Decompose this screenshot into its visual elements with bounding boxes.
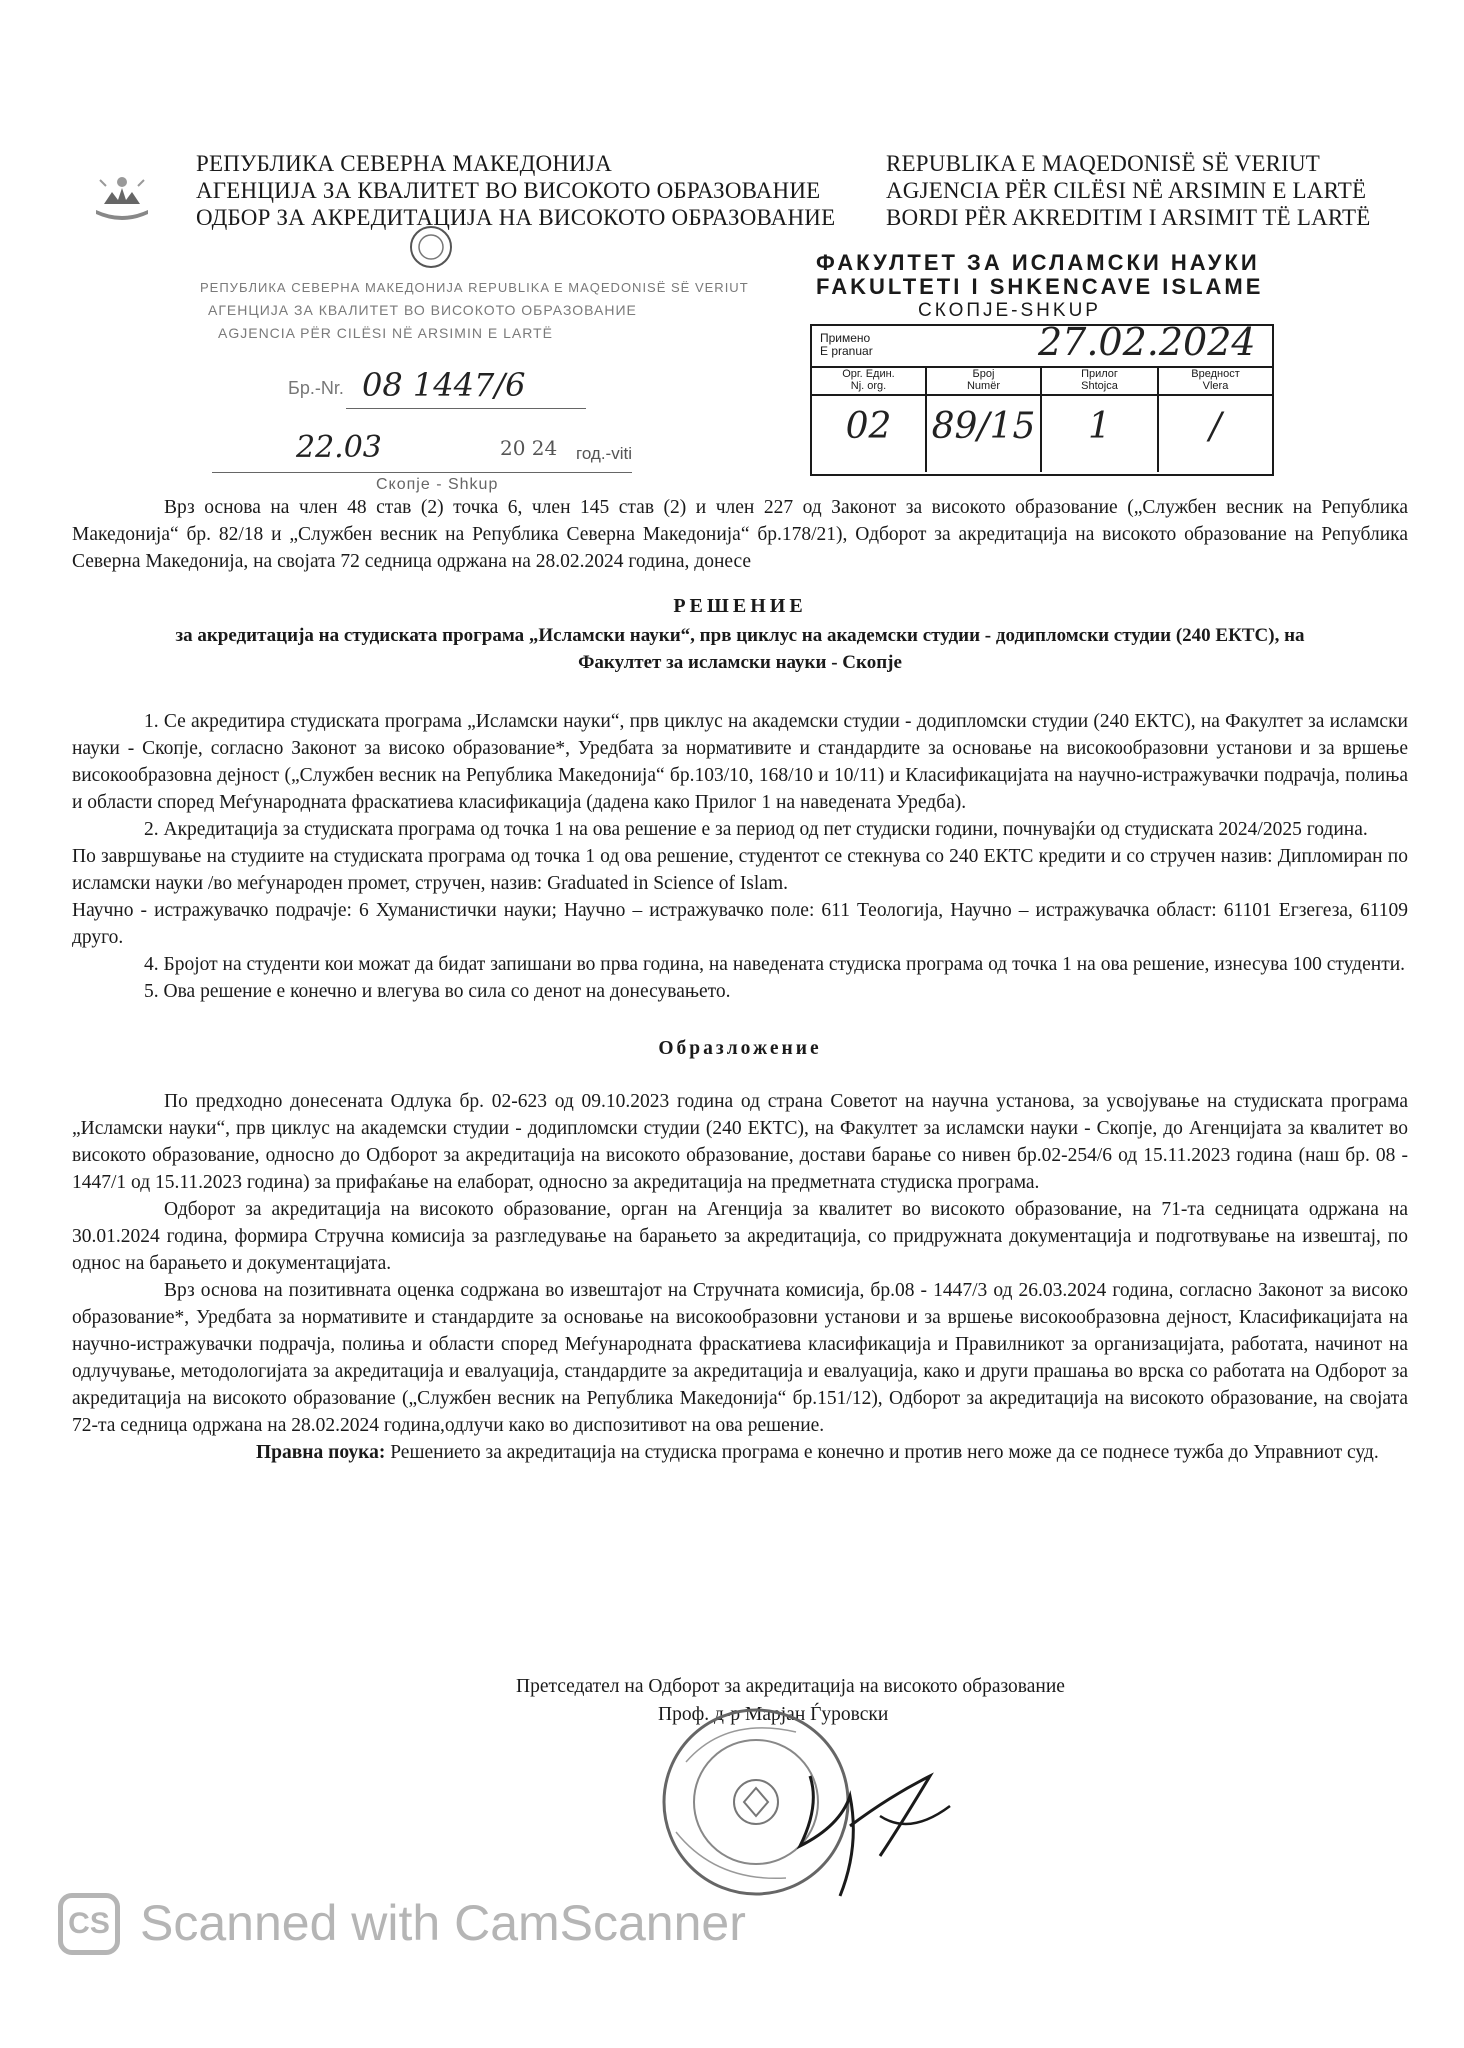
agency-stamp-city: Скопје - Shkup (376, 476, 499, 493)
camscanner-logo (58, 1893, 120, 1955)
agency-stamp-number-value: 08 1447/6 (362, 366, 526, 404)
decision-point-2: 2. Акредитација за студиската програма од точка 1 на ова решение е за период од пет студиски години, почнувајќи од студиската 2024/2025 година. (144, 819, 1368, 840)
decision-point-5: 5. Ова решение е конечно и влегува во сила со денот на донесувањето. (144, 981, 731, 1002)
coat-of-arms-icon (90, 170, 154, 222)
agency-stamp-number-label: Бр.-Nr. (288, 378, 344, 398)
agency-stamp-line3: AGJENCIA PËR CILËSI NË ARSIMIN E LARTË (218, 325, 553, 341)
decision-subtitle: за акредитација на студиската програма „Исламски науки“, прв циклус на академски студии - додипломски студии (240 ЕКТС), на Факултет за исламски науки - Скопје (175, 625, 1305, 673)
agency-stamp (200, 276, 749, 345)
camscanner-logo-text: CS (68, 1907, 110, 1940)
decision-point-1: 1. Се акредитира студиската програма „Исламски науки“, прв циклус на академски студии - додипломски студии (240 ЕКТС), на Факултет за исламски науки - Скопје, согласно Законот за високо образование*, Уредбата за нормативите и стандардите за основање на високообразовни установи и за вршење високообразовна дејност („Службен весник на Република Македонија“ бр.103/10, 168/10 и 10/11) и Класификацијата на научно-истражувачки подрачја, полиња и области според Меѓународната фраскатиева класификација (дадена како Прилог 1 на наведената Уредба). (72, 711, 1408, 813)
reasoning-title: Образложение (658, 1038, 822, 1059)
faculty-stamp-register (810, 320, 1274, 476)
decision-continuation-1: По завршување на студиите на студиската програма од точка 1 од ова решение, студентот се стекнува со 240 ЕКТС кредити и со стручен назив: Дипломиран по исламски науки /во меѓународен промет, стручен, назив: Graduated in Science of Islam. (72, 846, 1408, 894)
legal-notice-text: Решението за акредитација на студиска програма е конечно и против него може да се поднесе тужба до Управниот суд. (385, 1442, 1379, 1463)
col4-value: / (1209, 406, 1222, 447)
col4-label: Вредност Vlera (1191, 368, 1240, 392)
agency-stamp-line1: РЕПУБЛИКА СЕВЕРНА МАКЕДОНИЈА REPUBLIKA E MAQEDONISË SË VERIUT (200, 280, 749, 295)
reasoning-paragraph-1: По предходно донесената Одлука бр. 02-623 од 09.10.2023 година од страна Советот на научна установа, за усвојување на студиската програма „Исламски науки“, прв циклус на академски студии - додипломски студии (240 ЕКТС), на Факултет за исламски науки - Скопје, до Агенцијата за квалитет во високото образование, односно до Одборот за акредитација на високото образование, достави барање со нивен бр.02-254/6 од 15.11.2023 година (наш бр. 08 - 1447/1 од 15.11.2023 година) за прифаќање на елаборат, односно за акредитација на предметната студиска програма. (72, 1091, 1408, 1193)
small-seal-icon (408, 224, 454, 270)
received-label: Примено E pranuar (820, 331, 873, 358)
signature-name: Проф. д-р Марјан Ѓуровски (658, 1704, 889, 1725)
received-date: 27.02.2024 (1038, 320, 1256, 364)
agency-stamp-year: 20 24 (500, 436, 558, 460)
header-mk-line2: АГЕНЦИЈА ЗА КВАЛИТЕТ ВО ВИСОКОТО ОБРАЗОВАНИЕ (196, 178, 821, 203)
col2-label: Број Numër (966, 368, 1000, 392)
decision-points (72, 708, 1408, 1005)
legal-notice-label: Правна поука: (256, 1442, 386, 1463)
decision-continuation-2: Научно - истражувачко подрачје: 6 Хуманистички науки; Научно – истражувачко поле: 611 Теологија, Научно – истражувачка област: 61101 Егзегеза, 61109 друго. (72, 900, 1408, 948)
agency-stamp-year-suffix: год.-viti (576, 444, 632, 463)
reasoning-paragraph-2: Одборот за акредитација на високото образование, орган на Агенција за квалитет во високото образование, на 71-та седницата одржана на 30.01.2024 година, формира Стручна комисија за разгледување на барањето за акредитација, со придружната документација и подготвување на извештај, по однос на барањето и документацијата. (72, 1199, 1408, 1274)
col3-value: 1 (1088, 406, 1111, 447)
header-mk-line1: РЕПУБЛИКА СЕВЕРНА МАКЕДОНИЈА (196, 151, 612, 176)
col1-value: 02 (845, 406, 892, 447)
preamble: Врз основа на член 48 став (2) точка 6, член 145 став (2) и член 227 од Законот за високото образование („Службен весник на Република Македонија“ бр. 82/18 и „Службен весник на Република Северна Македонија“ бр.178/21), Одборот за акредитација на високото образование на Република Северна Македонија, на својата 72 седница одржана на 28.02.2024 година, донесе (72, 497, 1408, 572)
decision-point-4: 4. Бројот на студенти кои можат да бидат запишани во прва година, на наведената студиска програма од точка 1 на ова решение, изнесува 100 студенти. (144, 954, 1406, 975)
reasoning-paragraph-3: Врз основа на позитивната оценка содржана во извештајот на Стручната комисија, бр.08 - 1447/3 од 26.03.2024 година, согласно Законот за високо образование*, Уредбата за нормативите и стандардите за основање на високообразовни установи и за вршење високообразовна дејност, Класификацијата на научно-истражувачки подрачја, полиња и области според Меѓународната фраскатиева класификација и Правилникот за организацијата, работата, начинот на одлучување, методологијата за акредитација и евалуација, стандардите за акредитација и евалуација, како и други прашања во врска со работата на Одборот за акредитација на високото образование („Службен весник на Република Македонија“ бр.151/12), Одборот за акредитација на високото образование, на својата 72-та седница одржана на 28.02.2024 година,одлучи како во диспозитивот на ова решение. (72, 1280, 1408, 1436)
faculty-stamp-line2: FAKULTETI I SHKENCAVE ISLAME (816, 274, 1264, 299)
agency-stamp-line2: АГЕНЦИЈА ЗА КВАЛИТЕТ ВО ВИСОКОТО ОБРАЗОВАНИЕ (208, 302, 637, 318)
faculty-stamp-line3: СКОПЈЕ-SHKUP (918, 300, 1101, 321)
signature-role: Претседател на Одборот за акредитација на високото образование (516, 1676, 1065, 1697)
faculty-stamp-line1: ФАКУЛТЕТ ЗА ИСЛАМСКИ НАУКИ (816, 250, 1260, 275)
legal-notice (72, 1439, 1408, 1466)
header-mk-line3: ОДБОР ЗА АКРЕДИТАЦИЈА НА ВИСОКОТО ОБРАЗОВАНИЕ (196, 205, 836, 230)
header-al-line2: AGJENCIA PËR CILËSI NË ARSIMIN E LARTË (886, 178, 1367, 203)
decision-title: РЕШЕНИЕ (673, 595, 807, 617)
col2-value: 89/15 (931, 406, 1036, 447)
header-al-line1: REPUBLIKA E MAQEDONISË SË VERIUT (886, 151, 1321, 176)
camscanner-watermark: Scanned with CamScanner (140, 1895, 746, 1951)
header-al-line3: BORDI PËR AKREDITIM I ARSIMIT TË LARTË (886, 205, 1371, 230)
col3-label: Прилог Shtojca (1081, 368, 1118, 392)
handwritten-signature-icon (780, 1736, 960, 1906)
document-body (72, 494, 1408, 1466)
col1-label: Орг. Един. Nj. org. (842, 368, 895, 392)
agency-stamp-date-value: 22.03 (296, 430, 382, 465)
reasoning (72, 1088, 1408, 1466)
